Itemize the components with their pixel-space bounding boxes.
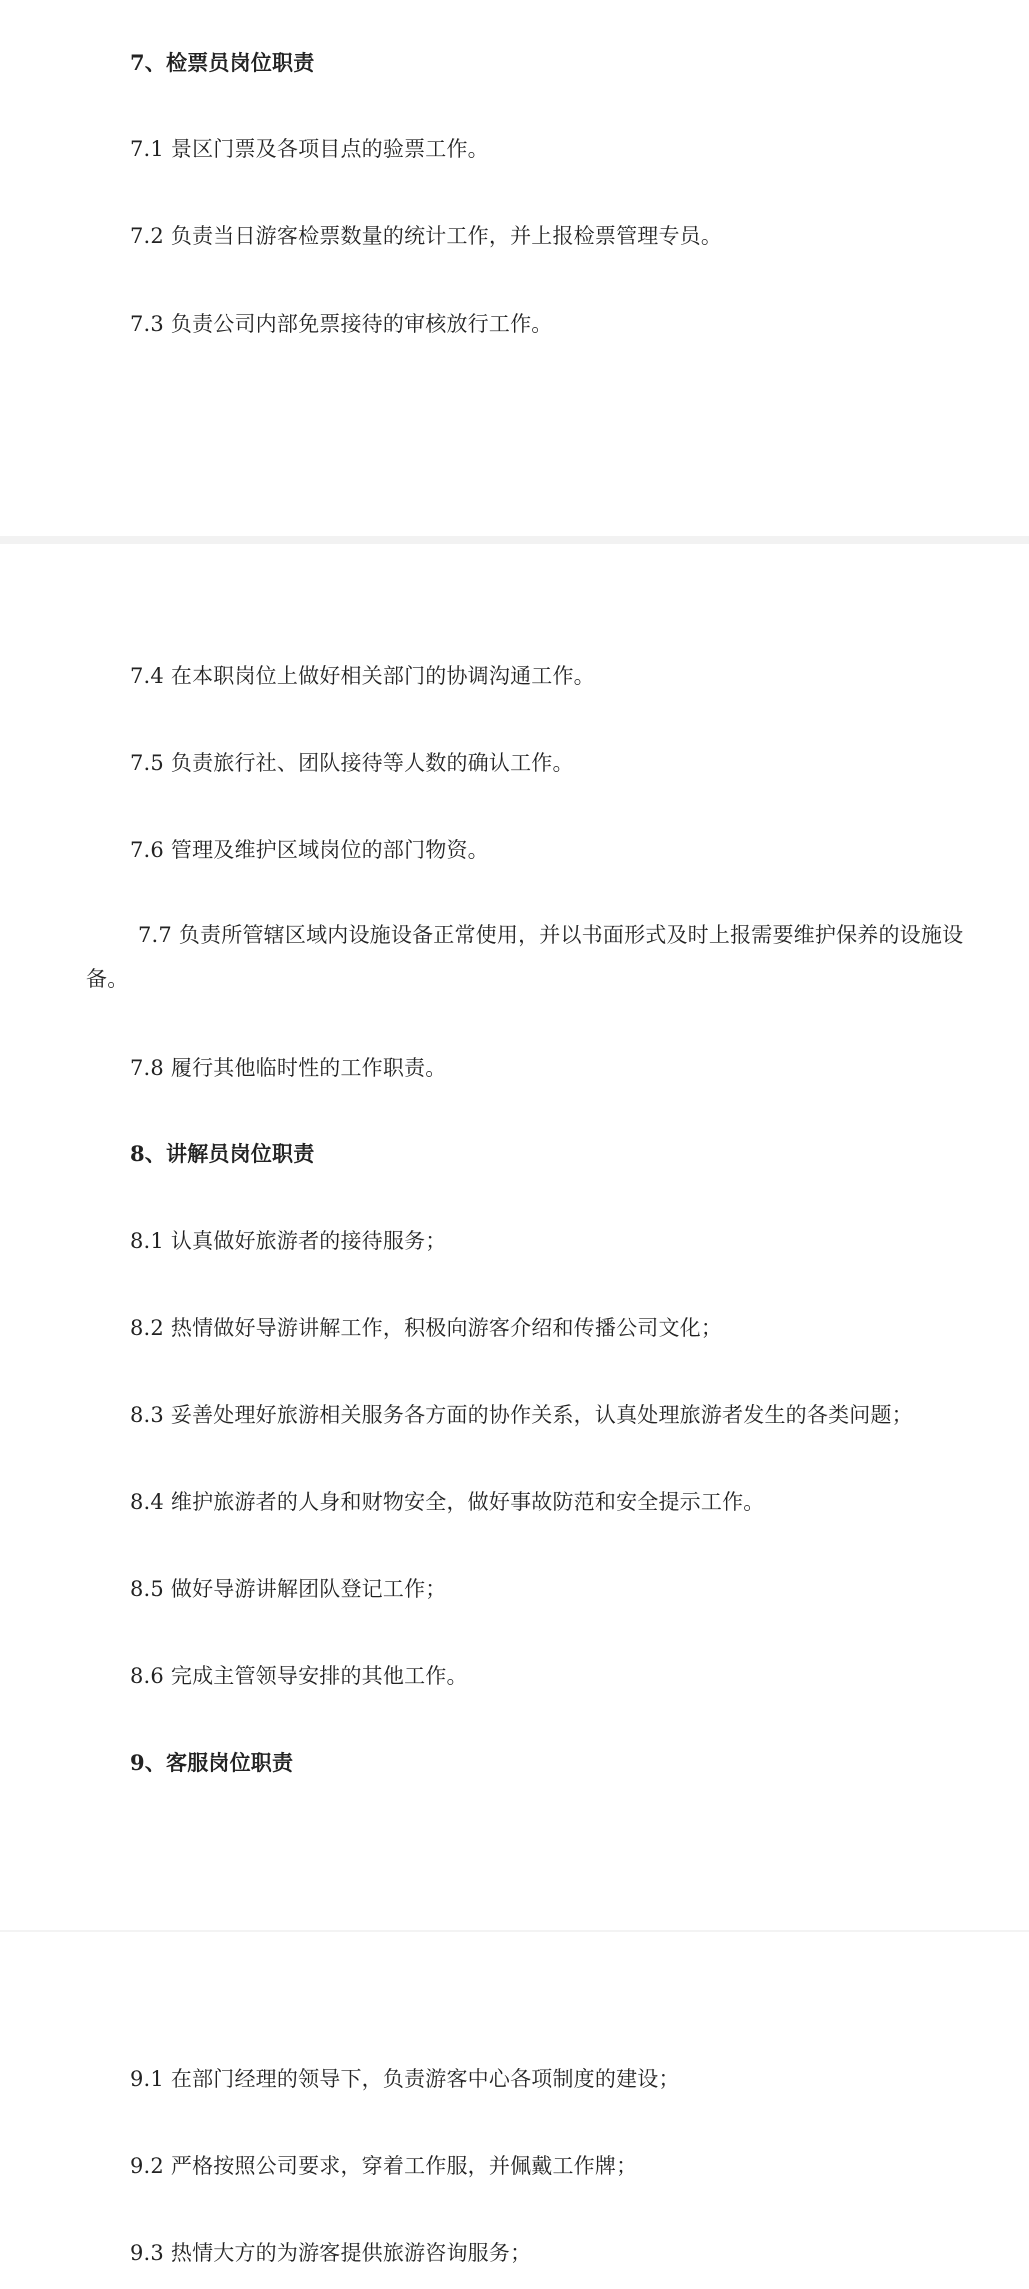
page-section-2 (0, 544, 1029, 1930)
section-7-heading: 7、检票员岗位职责 (130, 50, 315, 75)
list-item: 7.3 负责公司内部免票接待的审核放行工作。 (130, 312, 553, 336)
list-item: 7.8 履行其他临时性的工作职责。 (130, 1056, 447, 1080)
list-item: 7.4 在本职岗位上做好相关部门的协调沟通工作。 (130, 664, 595, 688)
list-item: 8.5 做好导游讲解团队登记工作； (130, 1577, 447, 1601)
list-item: 7.1 景区门票及各项目点的验票工作。 (130, 137, 489, 161)
list-item: 9.2 严格按照公司要求，穿着工作服，并佩戴工作牌； (130, 2154, 638, 2178)
list-item: 7.2 负责当日游客检票数量的统计工作，并上报检票管理专员。 (130, 224, 723, 248)
section-8-heading: 8、讲解员岗位职责 (130, 1141, 315, 1166)
list-item: 8.2 热情做好导游讲解工作，积极向游客介绍和传播公司文化； (130, 1316, 723, 1340)
page-section-1 (0, 0, 1029, 536)
list-item: 7.7 负责所管辖区域内设施设备正常使用，并以书面形式及时上报需要维护保养的设施设备。 (86, 923, 964, 991)
list-item: 8.6 完成主管领导安排的其他工作。 (130, 1664, 468, 1688)
page-divider (0, 536, 1029, 544)
list-item: 7.6 管理及维护区域岗位的部门物资。 (130, 838, 489, 862)
list-item: 9.3 热情大方的为游客提供旅游咨询服务； (130, 2241, 532, 2265)
list-item: 9.1 在部门经理的领导下，负责游客中心各项制度的建设； (130, 2067, 680, 2091)
list-item: 7.5 负责旅行社、团队接待等人数的确认工作。 (130, 751, 574, 775)
section-9-heading: 9、客服岗位职责 (130, 1750, 294, 1775)
list-item: 8.1 认真做好旅游者的接待服务； (130, 1229, 447, 1253)
list-item: 8.4 维护旅游者的人身和财物安全，做好事故防范和安全提示工作。 (130, 1490, 765, 1514)
list-item: 8.3 妥善处理好旅游相关服务各方面的协作关系，认真处理旅游者发生的各类问题； (130, 1403, 913, 1427)
page-section-3 (0, 1932, 1029, 2289)
